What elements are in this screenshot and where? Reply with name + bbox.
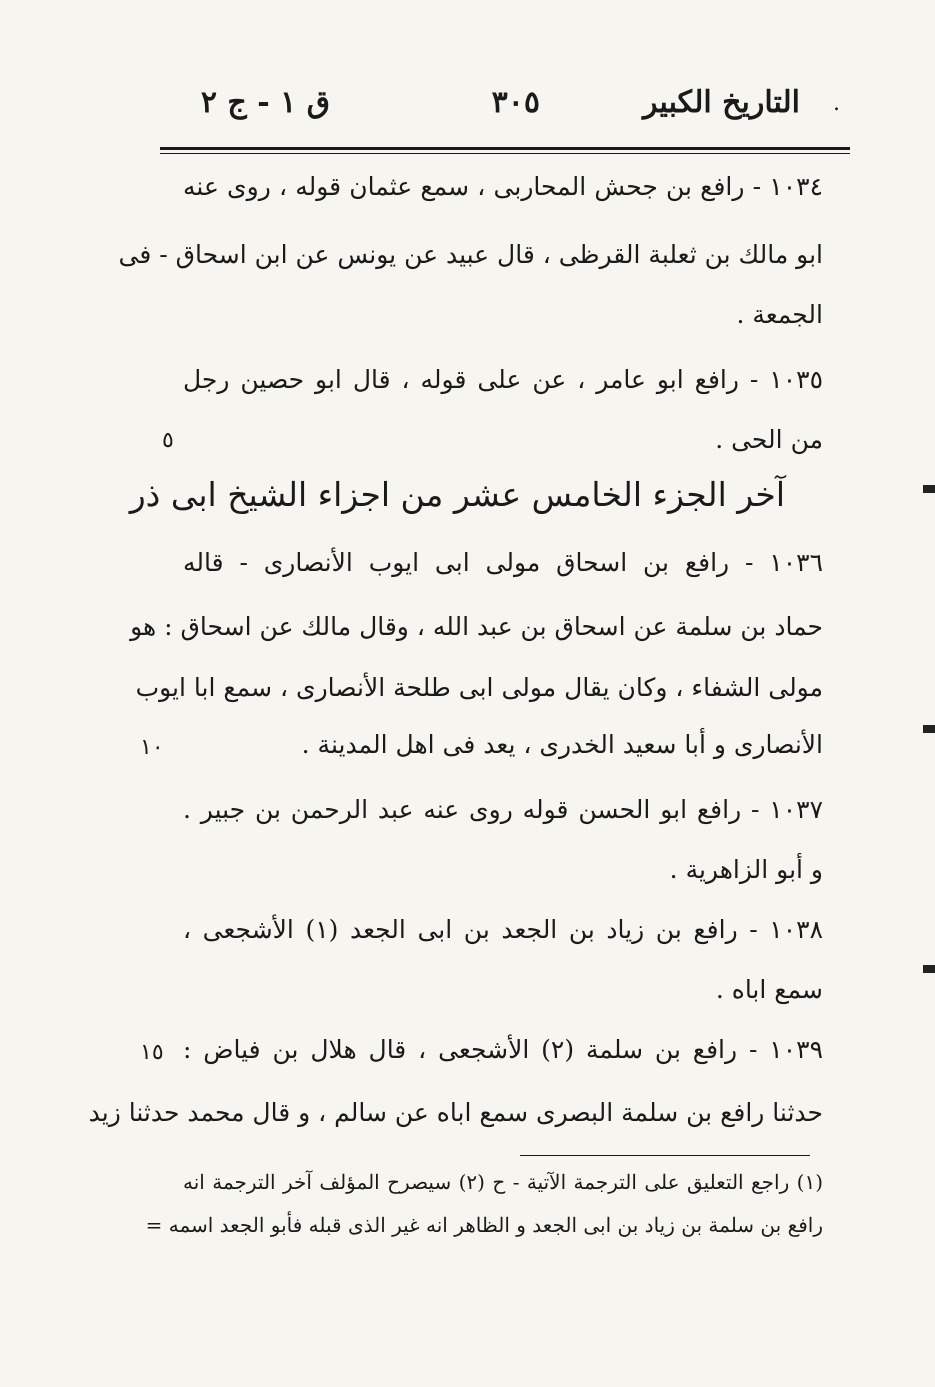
text-line: الأنصارى و أبا سعيد الخدرى ، يعد فى اهل المدينة . [301, 730, 823, 759]
scan-edge-mark [923, 485, 935, 493]
text-line: سمع اباه . [715, 975, 823, 1004]
text-line: ١٠٣٩ - رافع بن سلمة (٢) الأشجعى ، قال هلال بن فياض : [183, 1035, 823, 1064]
footnote-line: رافع بن سلمة بن زياد بن ابى الجعد و الظاهر انه غير الذى قبله فأبو الجعد اسمه = [145, 1213, 823, 1237]
header-rule-thin [160, 153, 850, 154]
text-line: الجمعة . [736, 300, 823, 329]
text-line: ١٠٣٦ - رافع بن اسحاق مولى ابى ايوب الأنصارى - قاله [183, 548, 823, 577]
running-header [160, 85, 850, 131]
book-title: التاريخ الكبير [642, 85, 800, 120]
text-line: و أبو الزاهرية . [669, 855, 823, 884]
text-line: ١٠٣٥ - رافع ابو عامر ، عن على قوله ، قال ابو حصين رجل [183, 365, 823, 394]
text-line: حماد بن سلمة عن اسحاق بن عبد الله ، وقال مالك عن اسحاق : هو [130, 612, 823, 641]
text-line: ١٠٣٧ - رافع ابو الحسن قوله روى عنه عبد الرحمن بن جبير . [183, 795, 823, 824]
section-colophon: آخر الجزء الخامس عشر من اجزاء الشيخ ابى ذر [129, 475, 785, 514]
margin-line-number: ١٠ [140, 735, 164, 760]
page-number: ٣٠٥ [491, 85, 540, 120]
volume-label: ق ١ - ج ٢ [200, 85, 330, 120]
scan-edge-mark [923, 965, 935, 973]
scan-edge-mark [923, 725, 935, 733]
text-line: ١٠٣٤ - رافع بن جحش المحاربى ، سمع عثمان قوله ، روى عنه [183, 172, 823, 201]
margin-line-number: ٥ [162, 428, 174, 453]
header-dot: . [833, 91, 840, 116]
text-line: من الحى . [715, 425, 823, 454]
footnote-line: (١) راجع التعليق على الترجمة الآتية - ح (٢) سيصرح المؤلف آخر الترجمة انه [183, 1170, 824, 1194]
text-line: مولى الشفاء ، وكان يقال مولى ابى طلحة الأنصارى ، سمع ابا ايوب [135, 673, 823, 702]
header-rule-thick [160, 147, 850, 150]
margin-line-number: ١٥ [140, 1040, 164, 1065]
footnote-rule [520, 1155, 810, 1156]
text-line: حدثنا رافع بن سلمة البصرى سمع اباه عن سالم ، و قال محمد حدثنا زيد [88, 1098, 823, 1127]
text-line: ابو مالك بن ثعلبة القرظى ، قال عبيد عن يونس عن ابن اسحاق - فى [118, 240, 823, 269]
text-line: ١٠٣٨ - رافع بن زياد بن الجعد بن ابى الجعد (١) الأشجعى ، [183, 915, 824, 944]
